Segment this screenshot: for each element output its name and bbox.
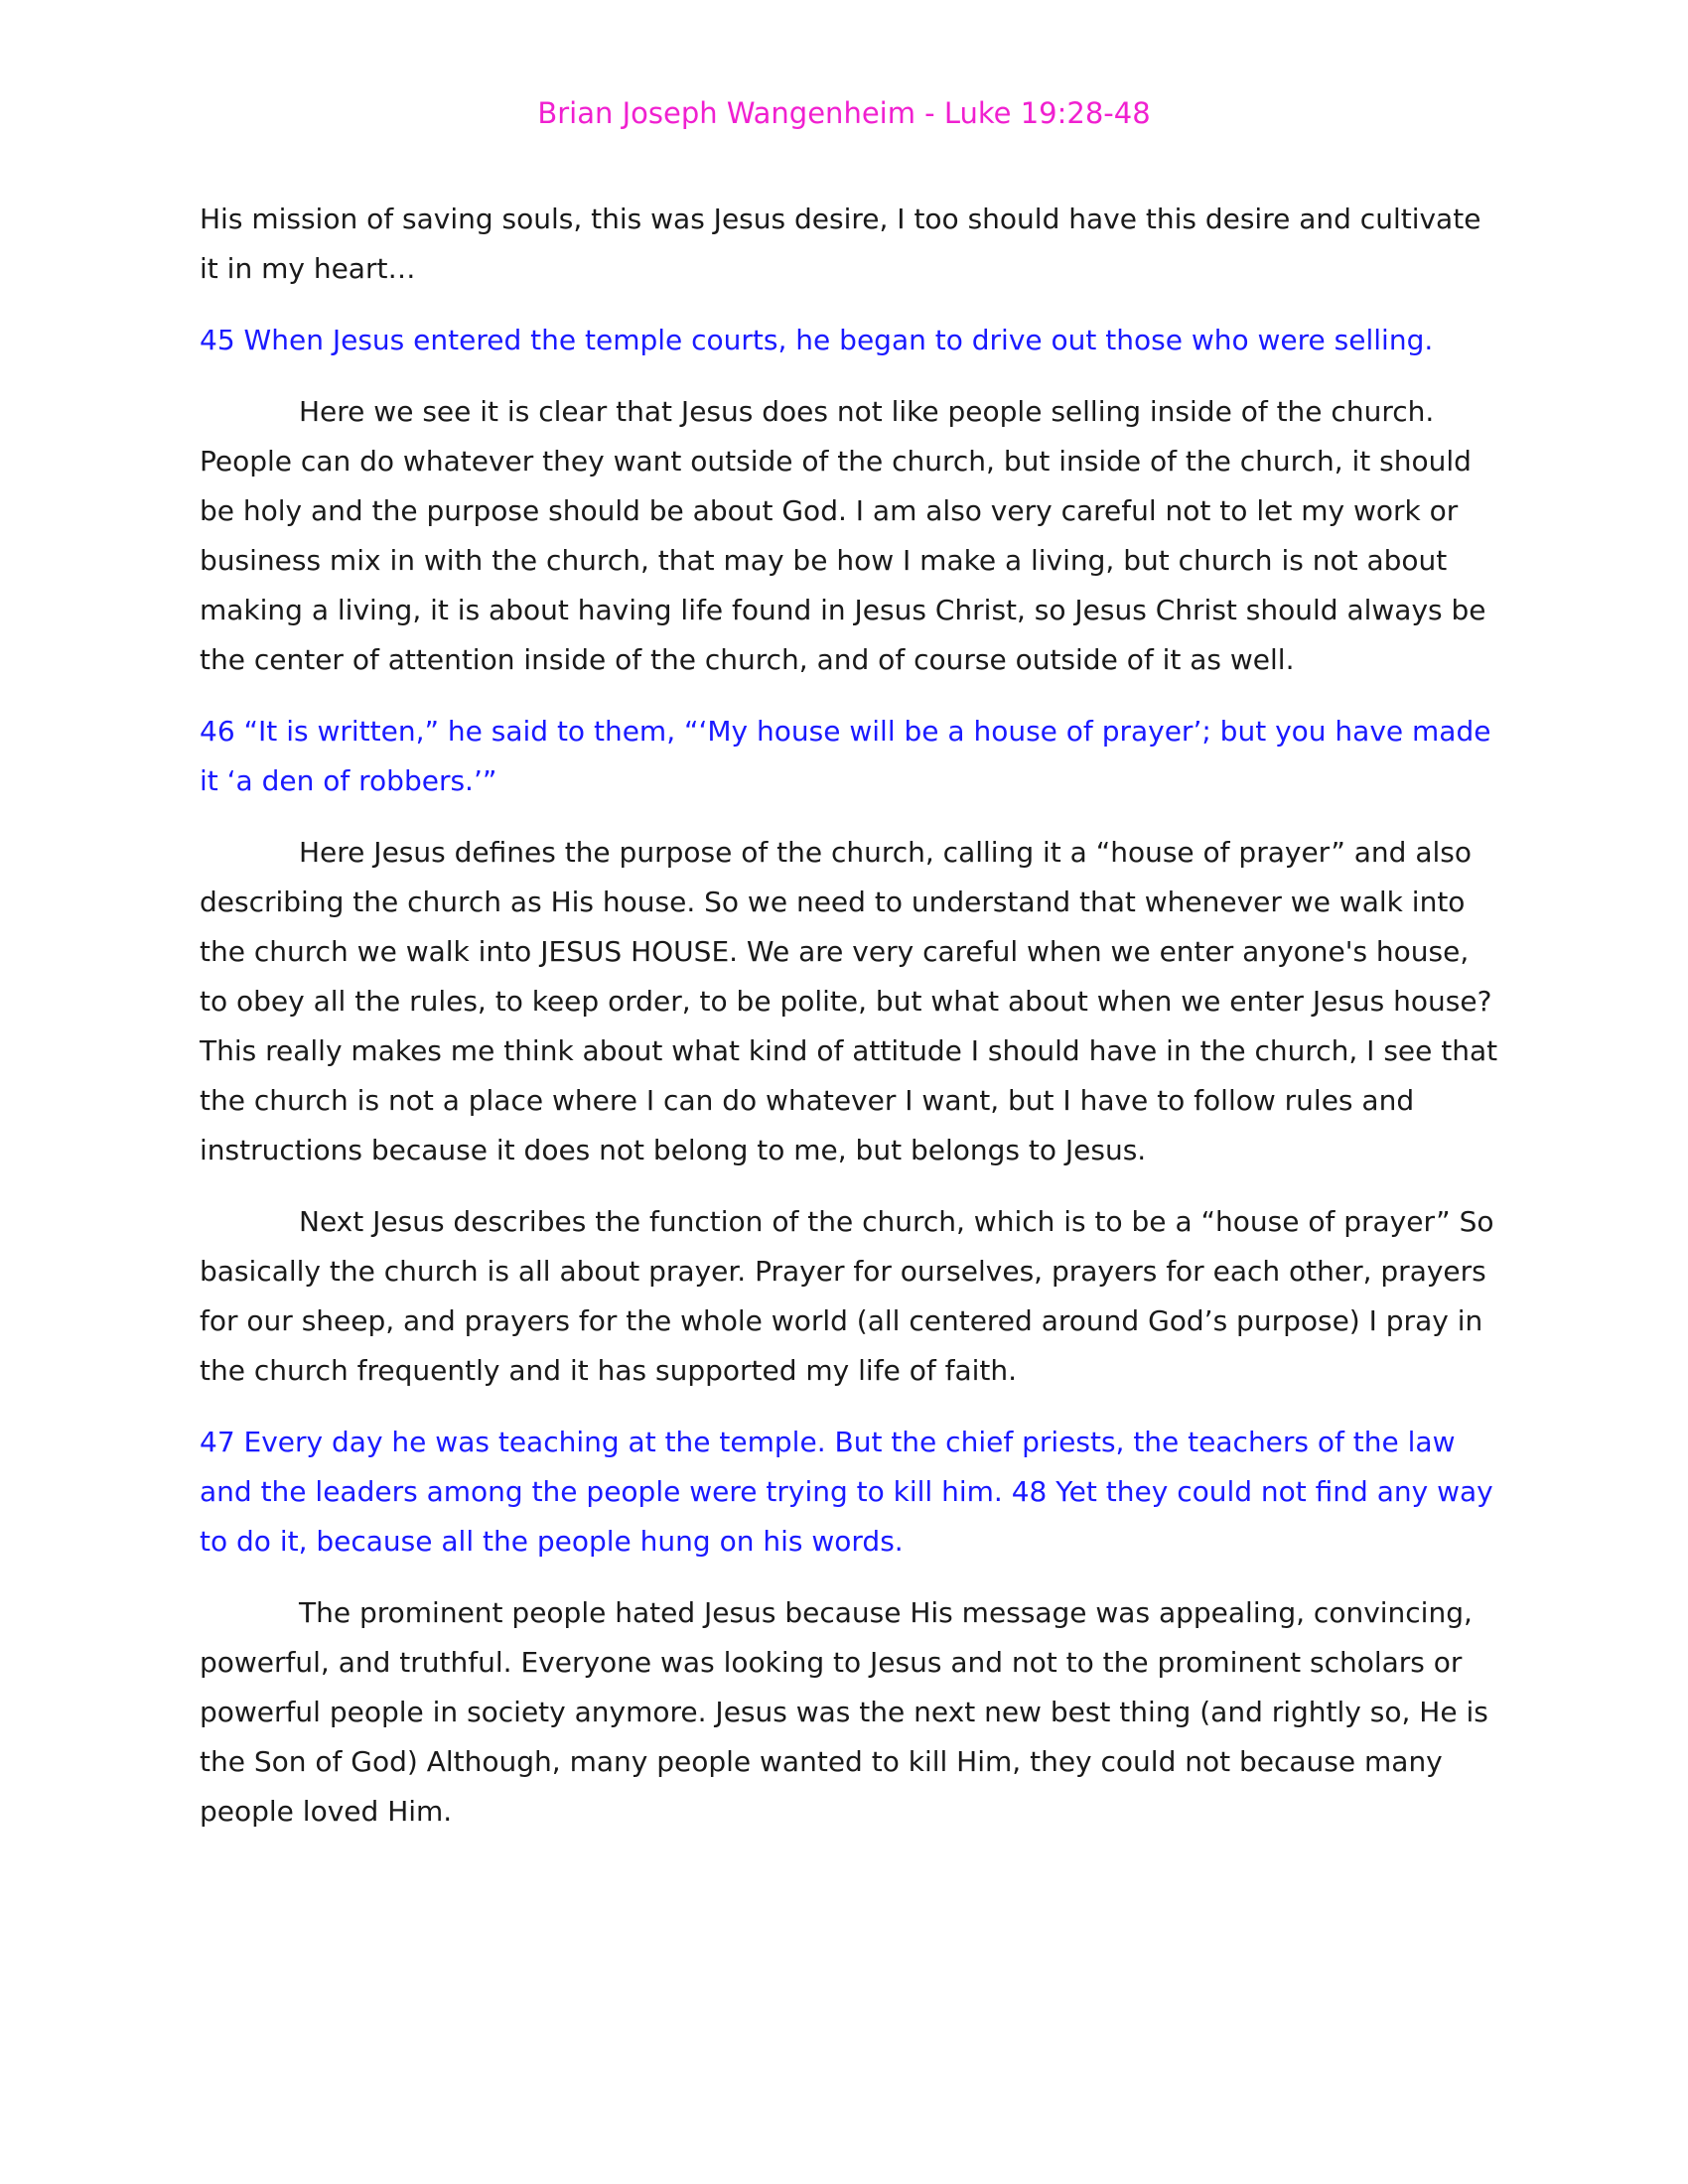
- body-paragraph: Here Jesus defines the purpose of the church, calling it a “house of prayer” and also describing the church as His house. So we need to understand that whenever we walk into the church we walk into JESUS HOUSE. We are very careful when we enter anyone's house, to obey all the rules, to keep order, to be polite, but what about when we enter Jesus house? This really makes me think about what kind of attitude I should have in the church, I see that the church is not a place where I can do whatever I want, but I have to follow rules and instructions because it does not belong to me, but belongs to Jesus.: [200, 836, 1498, 1166]
- document-body: [200, 195, 1500, 1858]
- body-paragraph: Here we see it is clear that Jesus does not like people selling inside of the church. People can do whatever they want outside of the church, but inside of the church, it should be holy and the purpose should be about God. I am also very careful not to let my work or business mix in with the church, that may be how I make a living, but church is not about making a living, it is about having life found in Jesus Christ, so Jesus Christ should always be the center of attention inside of the church, and of course outside of it as well.: [200, 395, 1486, 676]
- verse-paragraph: [200, 316, 1500, 365]
- verse-text: Yet they could not find any way to do it, because all the people hung on his words.: [200, 1475, 1493, 1558]
- verse-number: 47: [200, 1426, 235, 1458]
- verse-number: 46: [200, 715, 235, 748]
- body-paragraph: Next Jesus describes the function of the church, which is to be a “house of prayer” So basically the church is all about prayer. Prayer for ourselves, prayers for each other, prayers for our sheep, and prayers for the whole world (all centered around God’s purpose) I pray in the church frequently and it has supported my life of faith.: [200, 1205, 1494, 1387]
- verse-paragraph: [200, 707, 1500, 806]
- verse-text: When Jesus entered the temple courts, he began to drive out those who were selling.: [243, 324, 1434, 356]
- verse-text: “It is written,” he said to them, “‘My house will be a house of prayer’; but you have made it ‘a den of robbers.’”: [200, 715, 1491, 797]
- verse-paragraph: [200, 1418, 1500, 1567]
- verse-number: 48: [1011, 1475, 1048, 1508]
- page-header: Brian Joseph Wangenheim - Luke 19:28-48: [537, 96, 1151, 130]
- verse-text: Every day he was teaching at the temple. But the chief priests, the teachers of the law and the leaders among the people were trying to kill him.: [200, 1426, 1456, 1508]
- body-paragraph: The prominent people hated Jesus because His message was appealing, convincing, powerful, and truthful. Everyone was looking to Jesus and not to the prominent scholars or powerful people in society anymore. Jesus was the next new best thing (and rightly so, He is the Son of God) Although, many people wanted to kill Him, they could not because many people loved Him.: [200, 1596, 1488, 1828]
- verse-number: 45: [200, 324, 235, 356]
- body-paragraph: His mission of saving souls, this was Jesus desire, I too should have this desire and cultivate it in my heart…: [200, 203, 1481, 285]
